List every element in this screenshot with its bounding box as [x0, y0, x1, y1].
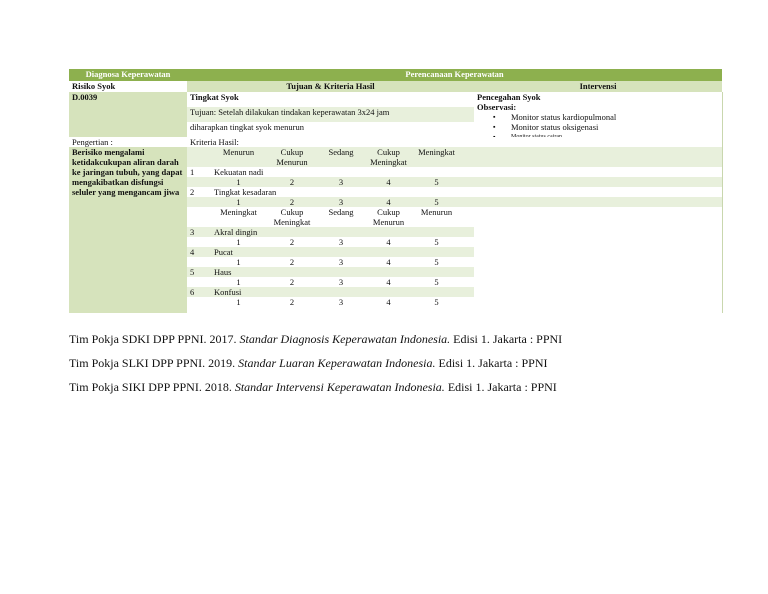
diag-code: D.0039	[69, 92, 187, 107]
table-row: 1 2 3 4 5	[69, 177, 722, 187]
intervention-list	[477, 112, 719, 137]
table-row: 5 Haus	[69, 267, 722, 277]
diag-risk: Risiko Syok	[69, 81, 187, 92]
header-goals: Tujuan & Kriteria Hasil	[187, 81, 474, 92]
nursing-care-plan	[69, 69, 722, 313]
goal-title: Tingkat Syok	[187, 92, 474, 107]
definition-text: Berisiko mengalami ketidakcukupan aliran darah ke jaringan tubuh, yang dapat mengakibatkan disfungsi seluler yang mengancam jiwa	[69, 147, 187, 313]
table-row: 1 2 3 4 5	[69, 257, 722, 267]
reference-item: Tim Pokja SLKI DPP PPNI. 2019. Standar Luaran Keperawatan Indonesia. Edisi 1. Jakarta : PPNI	[69, 356, 548, 370]
scale-a-0: Menurun	[211, 147, 266, 167]
list-item: ▪ Monitor status oksigenasi	[493, 122, 719, 132]
table-row: 4 Pucat	[69, 247, 722, 257]
scale-b-3: Cukup Menurun	[364, 207, 413, 227]
table-row: 1 2 3 4 5	[69, 277, 722, 287]
goal-text-2: diharapkan tingkat syok menurun	[187, 122, 474, 137]
table-row: 2 Tingkat kesadaran	[69, 187, 722, 197]
scale-b-4: Menurun	[413, 207, 460, 227]
intervention-title: Pencegahan Syok	[477, 92, 541, 102]
references	[69, 332, 562, 404]
intervention-block	[474, 92, 722, 137]
table-row: 1 2 3 4 5	[69, 197, 722, 207]
header-intervention: Intervensi	[474, 81, 722, 92]
table-row: 3 Akral dingin	[69, 227, 722, 237]
table-row: 1 2 3 4 5	[69, 237, 722, 247]
scale-a-4: Meningkat	[413, 147, 460, 167]
care-plan-table	[69, 69, 723, 313]
table-row: 6 Konfusi	[69, 287, 722, 297]
header-diagnosis: Diagnosa Keperawatan	[69, 69, 187, 81]
list-item: ▪ Monitor status cairan	[493, 132, 719, 137]
diag-blank	[69, 107, 187, 122]
list-item: ▪ Monitor status kardiopulmonal	[493, 112, 719, 122]
table-row: 1 Kekuatan nadi	[69, 167, 722, 177]
definition-label: Pengertian :	[69, 137, 187, 147]
criteria-label: Kriteria Hasil:	[187, 137, 474, 147]
scale-a-2: Sedang	[318, 147, 364, 167]
scale-b-1: Cukup Meningkat	[266, 207, 318, 227]
goal-text-1: Tujuan: Setelah dilakukan tindakan keperawatan 3x24 jam	[187, 107, 474, 122]
reference-item: Tim Pokja SIKI DPP PPNI. 2018. Standar Intervensi Keperawatan Indonesia. Edisi 1. Jakarta : PPNI	[69, 380, 557, 394]
scale-a-1: Cukup Menurun	[266, 147, 318, 167]
header-planning: Perencanaan Keperawatan	[187, 69, 722, 81]
scale-b-2: Sedang	[318, 207, 364, 227]
diag-blank-2	[69, 122, 187, 137]
intervention-observasi: Observasi:	[477, 102, 517, 112]
scale-a-3: Cukup Meningkat	[364, 147, 413, 167]
reference-item: Tim Pokja SDKI DPP PPNI. 2017. Standar Diagnosis Keperawatan Indonesia. Edisi 1. Jakarta : PPNI	[69, 332, 563, 346]
scale-b-0: Meningkat	[211, 207, 266, 227]
table-row: 1 2 3 4 5	[69, 297, 722, 307]
